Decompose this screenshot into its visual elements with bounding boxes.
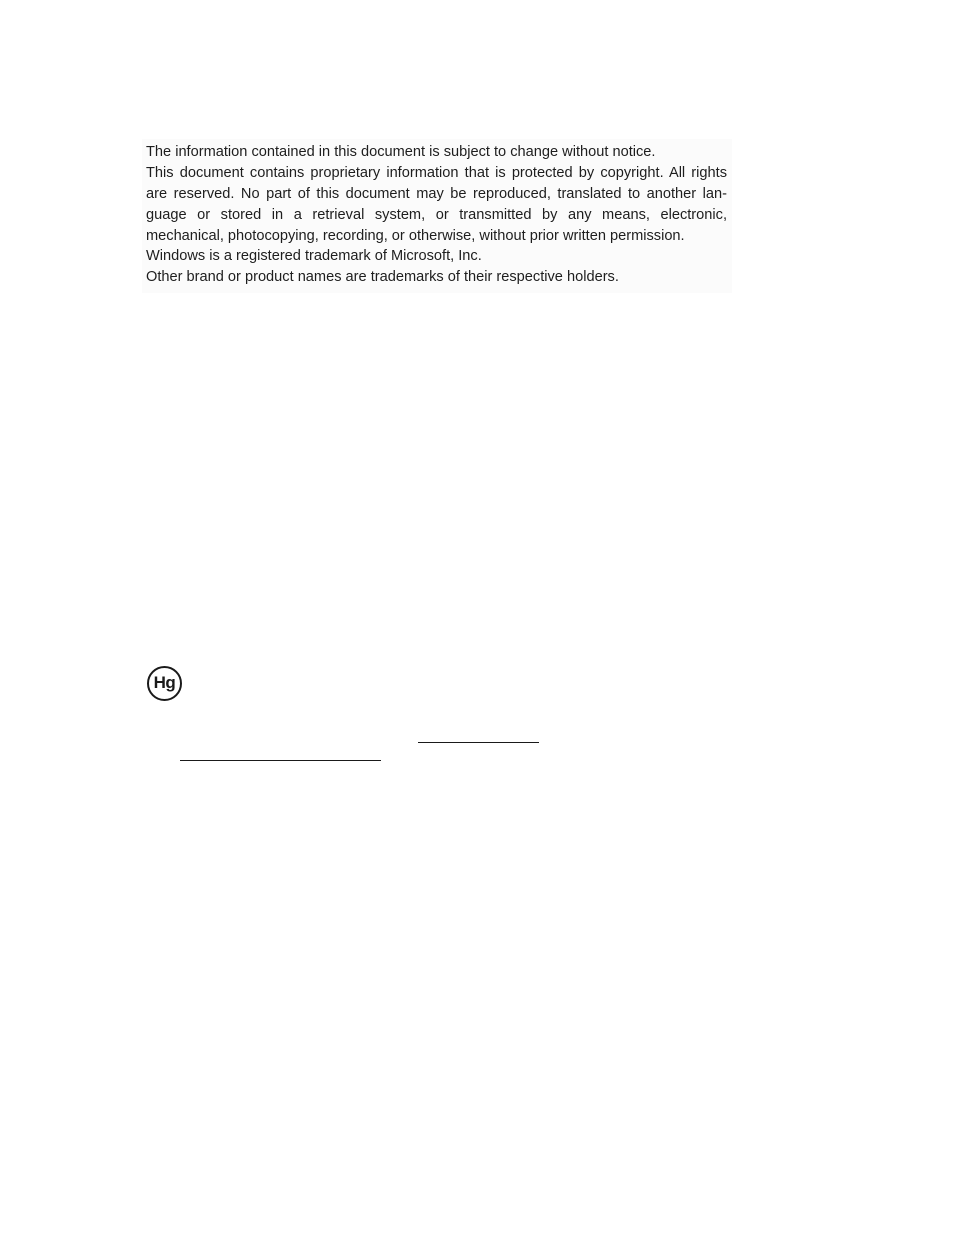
trademark-line: Other brand or product names are trademarks of their respective holders.: [146, 269, 619, 286]
notice-line: guage or stored in a retrieval system, or transmitted by any means, electronic,: [146, 206, 727, 223]
trademark-line: Windows is a registered trademark of Microsoft, Inc.: [146, 248, 482, 265]
notice-line: The information contained in this document is subject to change without notice.: [146, 144, 656, 160]
notice-line: This document contains proprietary information that is protected by copyright. All rights: [146, 164, 727, 181]
underline-rule: [180, 760, 381, 761]
copyright-notice: [142, 139, 732, 293]
notice-line: are reserved. No part of this document may be reproduced, translated to another lan-: [146, 185, 727, 202]
notice-line: mechanical, photocopying, recording, or otherwise, without prior written permission.: [146, 227, 685, 244]
underline-rule: [418, 742, 539, 743]
mercury-hg-icon: [147, 666, 182, 701]
hg-symbol-label: Hg: [153, 673, 176, 692]
